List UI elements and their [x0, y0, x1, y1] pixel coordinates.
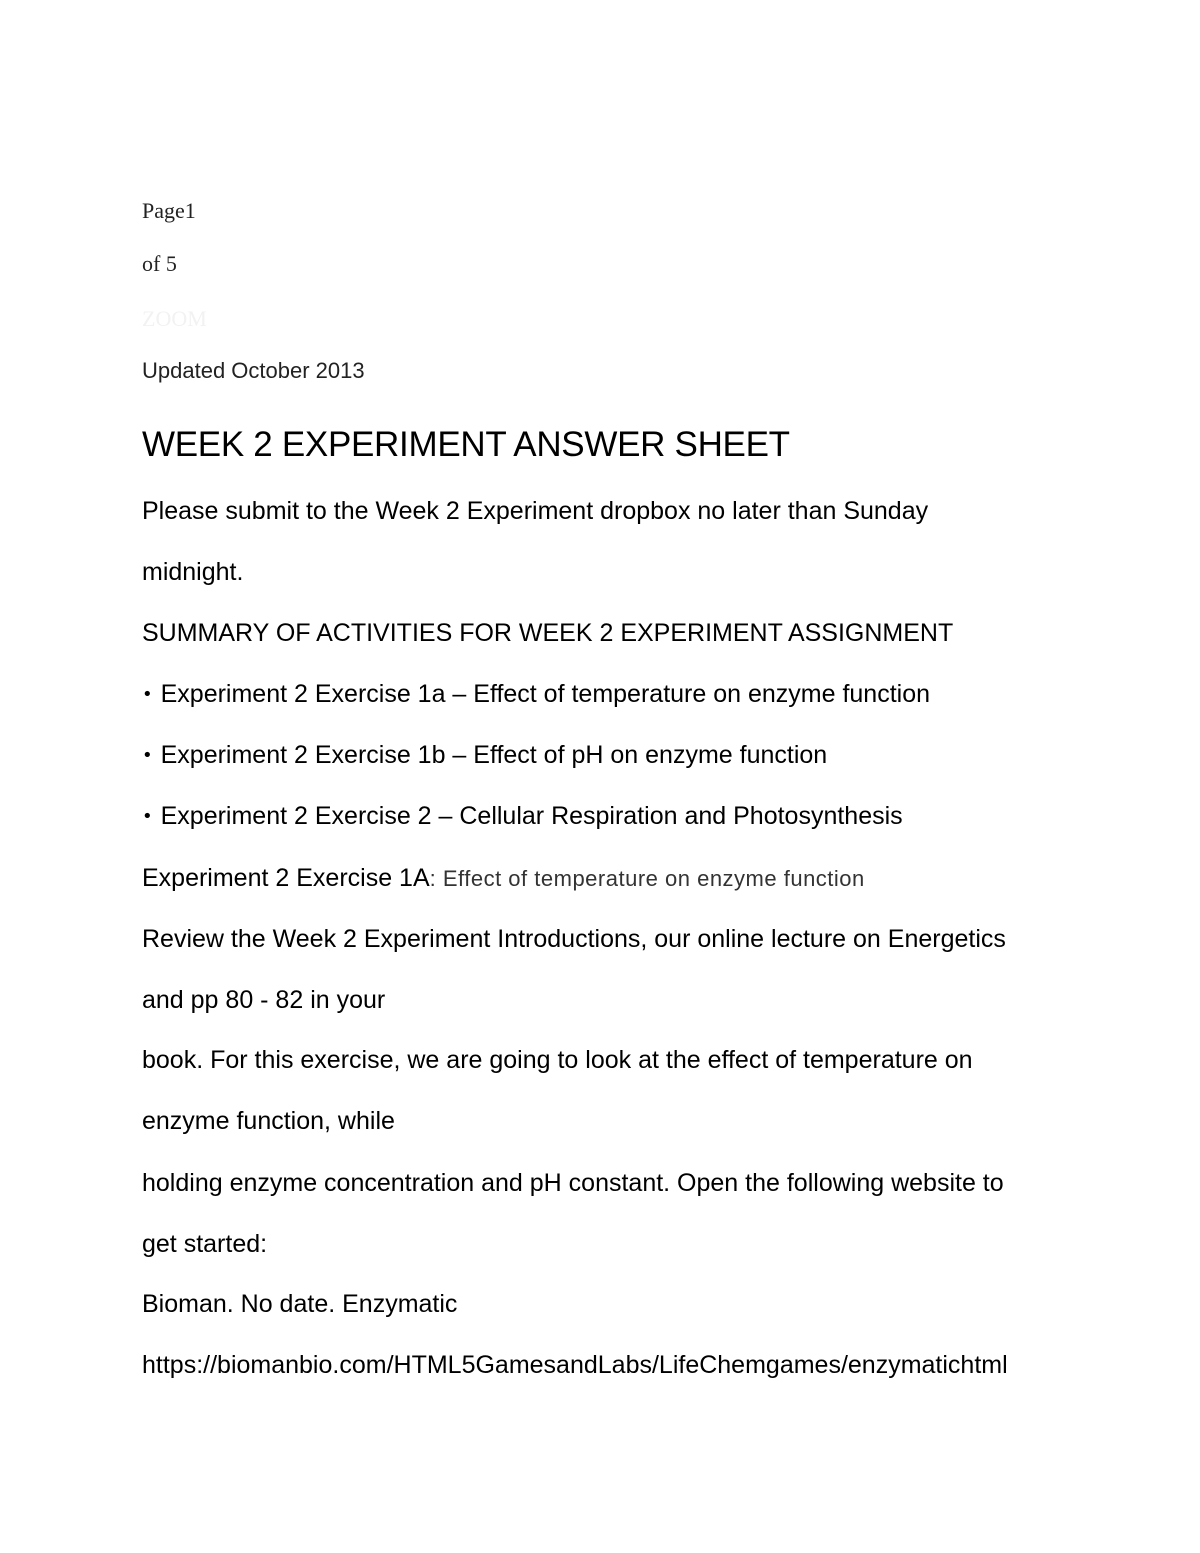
list-item-text: Experiment 2 Exercise 2 – Cellular Respiration and Photosynthesis	[160, 802, 903, 830]
summary-heading: SUMMARY OF ACTIVITIES FOR WEEK 2 EXPERIMENT ASSIGNMENT	[142, 619, 954, 647]
paragraph-line: Review the Week 2 Experiment Introductions, our online lecture on Energetics	[142, 925, 1006, 953]
exercise-heading-subtitle: : Effect of temperature on enzyme function	[429, 866, 865, 891]
paragraph-line: holding enzyme concentration and pH constant. Open the following website to	[142, 1169, 1004, 1197]
citation: Bioman. No date. Enzymatic	[142, 1290, 458, 1318]
list-item	[142, 741, 827, 770]
bullet-icon: •	[142, 684, 153, 705]
exercise-heading	[142, 864, 865, 893]
citation-url-link[interactable]: https://biomanbio.com/HTML5GamesandLabs/LifeChemgames/enzymatichtml	[142, 1351, 1008, 1379]
page-number-label: Page1	[142, 198, 196, 223]
page-count-label: of 5	[142, 251, 177, 276]
paragraph-line: enzyme function, while	[142, 1107, 395, 1135]
list-item	[142, 680, 930, 709]
bullet-icon: •	[142, 745, 153, 766]
updated-date: Updated October 2013	[142, 358, 365, 383]
submit-instruction-line-1: Please submit to the Week 2 Experiment dropbox no later than Sunday	[142, 497, 929, 525]
submit-instruction-line-2: midnight.	[142, 558, 244, 586]
zoom-label[interactable]: ZOOM	[142, 306, 207, 331]
bullet-icon: •	[142, 806, 153, 827]
document-title: WEEK 2 EXPERIMENT ANSWER SHEET	[142, 425, 790, 464]
list-item-text: Experiment 2 Exercise 1a – Effect of temperature on enzyme function	[160, 680, 931, 708]
paragraph-line: book. For this exercise, we are going to look at the effect of temperature on	[142, 1046, 973, 1074]
exercise-heading-label: Experiment 2 Exercise 1A	[142, 864, 430, 892]
list-item	[142, 802, 903, 831]
paragraph-line: and pp 80 - 82 in your	[142, 986, 386, 1014]
paragraph-line: get started:	[142, 1230, 268, 1258]
list-item-text: Experiment 2 Exercise 1b – Effect of pH on enzyme function	[160, 741, 828, 769]
